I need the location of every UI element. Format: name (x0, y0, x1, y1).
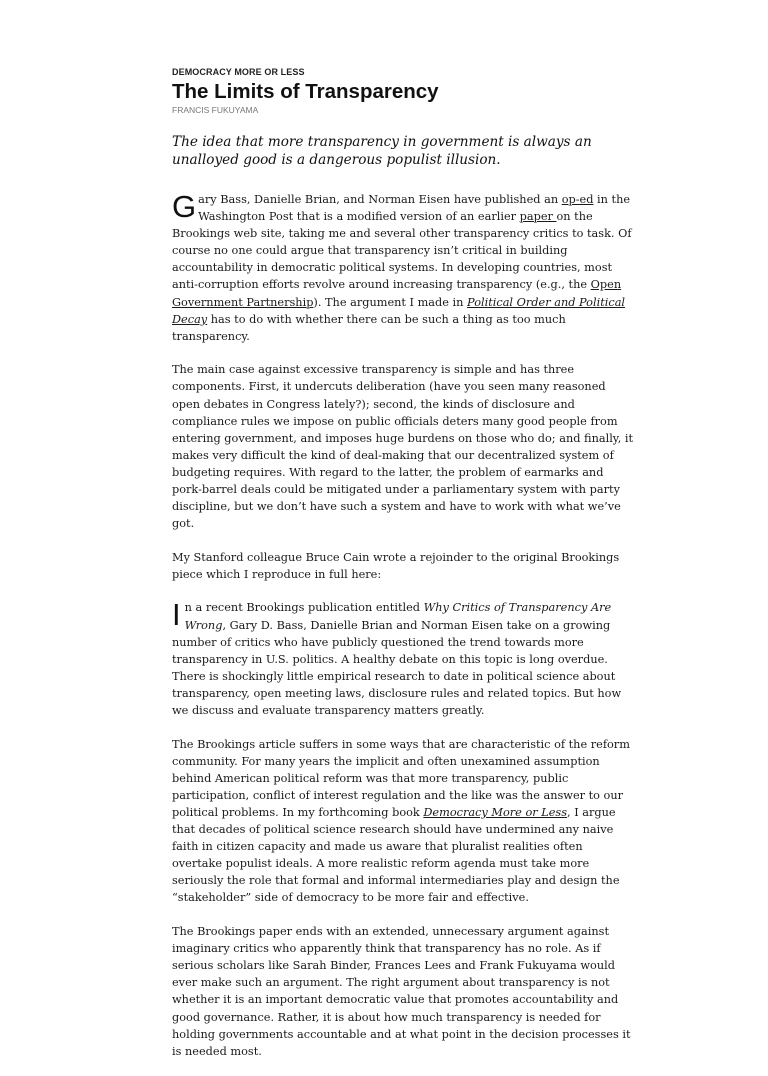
paragraph-text: has to do with whether there can be such a thing as too much transparency. (172, 312, 566, 343)
article-deck: The idea that more transparency in government is always an unalloyed good is a dangerous populist illusion. (172, 134, 592, 168)
paragraph-text: on the Brookings web site, taking me and several other transparency critics to task. Of course no one could argue that transparency isn’t critical in building accountability in democratic political systems. In developing countries, most anti-corruption efforts revolve around increasing transparency (e.g., the (172, 210, 632, 292)
op-ed-link[interactable]: op-ed (561, 193, 594, 206)
paper-link[interactable]: paper (519, 210, 557, 224)
section-kicker[interactable]: DEMOCRACY MORE OR LESS (172, 67, 305, 77)
publication-title: Why Critics of Transparency Are Wrong (184, 601, 612, 632)
paragraph-text: in the Washington Post that is a modified version of an earlier (198, 193, 631, 224)
paragraph-text: ary Bass, Danielle Brian, and Norman Eisen have published an (198, 193, 562, 206)
article-title: The Limits of Transparency (172, 80, 439, 103)
paragraph-text: ). The argument I made in (313, 295, 468, 309)
paragraph-text: The Brookings article suffers in some ways that are characteristic of the reform community. For many years the implicit and often unexamined assumption behind American political reform was that more transparency, public participation, conflict of interest regulation and the like was the answer to our political problems. In my forthcoming book (172, 737, 630, 819)
democracy-more-or-less-link[interactable]: Democracy More or Less (423, 806, 568, 819)
paragraph-text: , Gary D. Bass, Danielle Brian and Norman Eisen take on a growing number of critics who have publicly questioned the trend towards more transparency in U.S. politics. A healthy debate on this topic is long overdue. There is shockingly little empirical research to date in political science about transparency, open meeting laws, disclosure rules and related topics. But how we discuss and evaluate transparency matters greatly. (172, 618, 622, 718)
political-order-book-link[interactable]: Political Order and Political Decay (172, 295, 626, 326)
open-government-partnership-link[interactable]: Open Government Partnership (172, 278, 622, 309)
paragraph-text: , I argue that decades of political science research should have undermined any naive faith in citizen capacity and made us aware that pluralist realities often overtake populist ideals. A more realistic reform agenda must take more seriously the role that formal and informal intermediaries play and design the “stakeholder” side of democracy to be more fair and effective. (172, 806, 620, 905)
paragraph-4 (172, 599, 634, 719)
drop-cap: I (172, 597, 181, 633)
paragraph-3: My Stanford colleague Bruce Cain wrote a rejoinder to the original Brookings piece which I reproduce in full here: (172, 550, 620, 581)
paragraph-text: n a recent Brookings publication entitled (184, 601, 424, 615)
paragraph-5 (172, 736, 634, 907)
drop-cap: G (172, 189, 197, 224)
author-byline[interactable]: FRANCIS FUKUYAMA (172, 105, 259, 115)
paragraph-2: The main case against excessive transparency is simple and has three components. First, it undercuts deliberation (have you seen many reasoned open debates in Congress lately?); second, the kinds of disclosure and compliance rules we impose on public officials deters many good people from entering government, and imposes huge burdens on those who do; and finally, it makes very difficult the kind of deal-making that our decentralized system of budgeting requires. With regard to the latter, the problem of earmarks and pork-barrel deals could be mitigated under a parliamentary system with party discipline, but we don’t have such a system and have to work with what we’ve got. (172, 363, 634, 531)
paragraph-1 (172, 191, 634, 345)
paragraph-6: The Brookings paper ends with an extended, unnecessary argument against imaginary critics who apparently think that transparency has no role. As if serious scholars like Sarah Binder, Frances Lees and Frank Fukuyama would ever make such an argument. The right argument about transparency is not whether it is an important democratic value that promotes accountability and good governance. Rather, it is about how much transparency is needed for holding governments accountable and at what point in the decision processes it is needed most. (172, 925, 631, 1058)
article (172, 66, 634, 1076)
